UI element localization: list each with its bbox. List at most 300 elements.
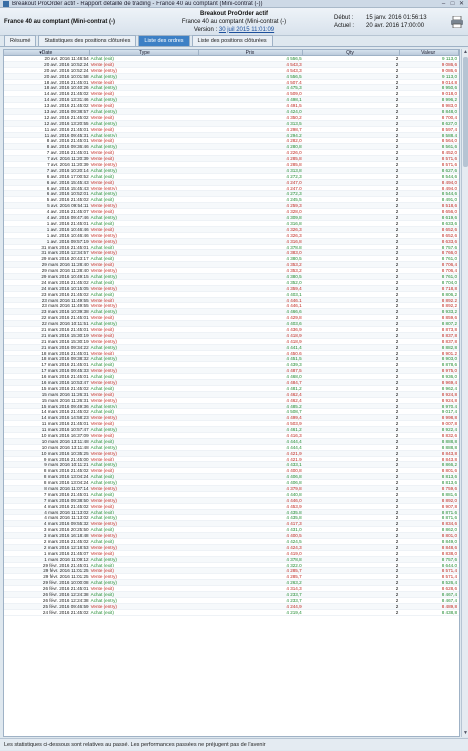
cell-qty: 2: [395, 362, 399, 368]
cell-valeur: 8 807,2: [441, 321, 458, 326]
cell-qty: 2: [395, 344, 399, 350]
cell-prix: 4 485,2: [286, 403, 302, 409]
cell-prix: 4 556,5: [286, 56, 302, 61]
disclaimer-footer: Les statistiques ci-dessous sont relatives au passé. Les performances passées ne préjugent pas de l'avenir: [0, 738, 468, 750]
cell-date: 6 avr. 2016 15:45:43: [46, 179, 89, 185]
cell-prix: 4 326,3: [286, 232, 302, 238]
debut-label: Début :: [334, 14, 354, 21]
cell-valeur: 8 518,6: [441, 203, 458, 209]
vertical-scrollbar[interactable]: [461, 49, 468, 737]
cell-date: 18 mars 2016 09:38:32: [41, 356, 89, 362]
tab-closed-positions-list[interactable]: Liste des positions clôturées: [192, 35, 273, 46]
cell-qty: 2: [395, 156, 399, 162]
cell-valeur: 9 014,8: [441, 79, 458, 85]
cell-prix: 4 263,2: [286, 580, 302, 586]
cell-type: Achat (entry): [90, 120, 117, 126]
cell-date: 10 mars 2016 16:37:09: [41, 433, 89, 438]
cell-qty: 2: [395, 326, 399, 332]
cell-qty: 2: [395, 568, 399, 574]
cell-prix: 4 309,8: [286, 215, 302, 220]
cell-qty: 2: [395, 474, 399, 480]
cell-qty: 2: [395, 203, 399, 209]
cell-date: 4 mars 2016 21:45:02: [43, 503, 89, 509]
cell-qty: 2: [395, 250, 399, 256]
cell-prix: 4 507,4: [286, 79, 302, 85]
cell-prix: 4 406,8: [286, 480, 302, 486]
cell-type: Achat (exit): [90, 256, 114, 262]
tab-orders-list[interactable]: Liste des ordres: [138, 35, 189, 46]
cell-qty: 2: [395, 167, 399, 173]
cell-prix: 4 282,0: [286, 138, 302, 144]
cell-qty: 2: [395, 433, 399, 438]
cell-qty: 2: [395, 297, 399, 303]
column-header-date[interactable]: ▾ Date: [4, 50, 90, 55]
cell-qty: 2: [395, 521, 399, 527]
cell-prix: 4 424,0: [286, 109, 302, 114]
cell-type: Vente (exit): [90, 550, 114, 556]
cell-date: 8 mars 2016 13:04:24: [43, 480, 89, 486]
cell-valeur: 8 652,6: [441, 226, 458, 232]
cell-valeur: 8 878,6: [441, 362, 458, 368]
cell-prix: 4 328,0: [286, 209, 302, 215]
cell-valeur: 9 017,4: [441, 409, 458, 415]
cell-type: Achat (exit): [90, 539, 114, 544]
cell-date: 15 mars 2016 11:26:31: [41, 397, 89, 403]
cell-valeur: 9 018,0: [441, 91, 458, 97]
cell-qty: 2: [395, 321, 399, 326]
cell-type: Vente (entry): [90, 203, 117, 209]
cell-prix: 4 313,8: [286, 167, 302, 173]
cell-valeur: 8 903,0: [441, 356, 458, 362]
cell-type: Vente (entry): [90, 603, 117, 609]
cell-type: Achat (exit): [90, 362, 114, 368]
cell-date: 2 mars 2016 12:18:53: [43, 544, 89, 550]
cell-date: 1 avr. 2016 10:46:46: [46, 226, 89, 232]
cell-date: 6 avr. 2016 10:52:01: [46, 191, 89, 197]
cell-valeur: 8 633,6: [441, 238, 458, 244]
cell-qty: 2: [395, 114, 399, 120]
cell-type: Achat (exit): [90, 527, 114, 533]
cell-valeur: 8 813,6: [441, 480, 458, 486]
cell-qty: 2: [395, 279, 399, 285]
cell-date: 31 mars 2016 12:34:57: [41, 250, 89, 256]
printer-icon[interactable]: [450, 16, 464, 28]
cell-valeur: 8 862,0: [441, 527, 458, 533]
cell-type: Achat (exit): [90, 438, 114, 444]
cell-prix: 4 353,2: [286, 262, 302, 268]
cell-valeur: 8 656,0: [441, 209, 458, 215]
cell-qty: 2: [395, 438, 399, 444]
cell-type: Achat (exit): [90, 409, 114, 415]
cell-valeur: 8 950,6: [441, 85, 458, 91]
cell-valeur: 8 571,6: [441, 162, 458, 167]
cell-qty: 2: [395, 209, 399, 215]
tab-closed-positions-stats[interactable]: Statistiques des positions clôturées: [38, 35, 136, 46]
cell-qty: 2: [395, 232, 399, 238]
cell-type: Vente (exit): [90, 568, 114, 574]
cell-valeur: 8 571,4: [441, 568, 458, 574]
cell-prix: 4 433,1: [286, 462, 302, 468]
cell-type: Achat (entry): [90, 109, 117, 114]
cell-date: 12 avr. 2016 21:45:02: [44, 114, 89, 120]
cell-prix: 4 379,8: [286, 486, 302, 491]
cell-prix: 4 424,5: [286, 539, 302, 544]
cell-date: 29 mars 2016 11:28:40: [41, 268, 89, 273]
cell-type: Achat (entry): [90, 462, 117, 468]
cell-date: 20 avr. 2016 10:52:24: [44, 61, 89, 67]
cell-qty: 2: [395, 197, 399, 203]
cell-type: Vente (entry): [90, 67, 117, 73]
strategy-name: Breakout ProOrder actif: [199, 10, 269, 17]
cell-qty: 2: [395, 586, 399, 592]
cell-type: Achat (entry): [90, 273, 117, 279]
cell-prix: 4 453,9: [286, 503, 302, 509]
cell-prix: 4 403,6: [286, 321, 302, 326]
cell-valeur: 8 871,6: [441, 515, 458, 521]
cell-date: 21 mars 2016 09:34:22: [41, 344, 89, 350]
cell-date: 24 févr. 2016 21:45:02: [42, 609, 89, 615]
strategy-instrument: France 40 au comptant (Mini-contrat (-): [181, 18, 287, 25]
cell-date: 4 mars 2016 09:55:32: [43, 521, 89, 527]
cell-type: Vente (entry): [90, 544, 117, 550]
cell-qty: 2: [395, 91, 399, 97]
cell-qty: 2: [395, 103, 399, 109]
cell-type: Achat (exit): [90, 220, 114, 226]
cell-valeur: 8 467,4: [441, 597, 458, 603]
cell-qty: 2: [395, 580, 399, 586]
cell-qty: 2: [395, 309, 399, 315]
cell-valeur: 8 933,2: [441, 309, 458, 315]
cell-type: Achat (entry): [90, 144, 117, 150]
cell-qty: 2: [395, 421, 399, 427]
cell-prix: 4 359,4: [286, 285, 302, 291]
cell-date: 7 avr. 2016 10:20:14: [46, 167, 89, 173]
cell-type: Vente (exit): [90, 315, 114, 321]
cell-qty: 2: [395, 574, 399, 580]
cell-type: Vente (exit): [90, 350, 114, 356]
cell-date: 11 avr. 2016 09:45:31: [44, 132, 89, 138]
cell-valeur: 8 888,8: [441, 438, 458, 444]
cell-date: 14 avr. 2016 21:45:02: [44, 91, 89, 97]
cell-type: Achat (entry): [90, 515, 117, 521]
cell-valeur: 8 801,0: [441, 533, 458, 539]
cell-qty: 2: [395, 603, 399, 609]
cell-date: 17 mars 2016 21:45:01: [41, 362, 89, 368]
cell-type: Vente (entry): [90, 497, 117, 503]
table-row[interactable]: [4, 610, 459, 616]
cell-valeur: 8 588,4: [441, 132, 458, 138]
cell-date: 8 mars 2016 21:45:02: [43, 468, 89, 474]
cell-date: 23 mars 2016 11:49:55: [41, 297, 89, 303]
cell-date: 10 mars 2016 13:11:48: [41, 444, 89, 450]
cell-qty: 2: [395, 550, 399, 556]
cell-type: Vente (exit): [90, 586, 114, 592]
cell-qty: 2: [395, 539, 399, 544]
cell-date: 17 mars 2016 09:45:33: [41, 368, 89, 374]
cell-valeur: 8 761,0: [441, 256, 458, 262]
cell-prix: 4 316,8: [286, 238, 302, 244]
cell-qty: 2: [395, 61, 399, 67]
cell-date: 29 févr. 2016 21:45:01: [42, 562, 89, 568]
cell-date: 1 avr. 2016 21:45:01: [46, 220, 89, 226]
cell-date: 21 mars 2016 21:45:01: [41, 326, 89, 332]
cell-type: Vente (exit): [90, 297, 114, 303]
cell-prix: 4 285,8: [286, 156, 302, 162]
cell-type: Vente (exit): [90, 103, 114, 109]
cell-qty: 2: [395, 120, 399, 126]
cell-date: 18 avr. 2016 10:40:26: [44, 85, 89, 91]
cell-prix: 4 280,8: [286, 144, 302, 150]
column-header-qty[interactable]: Qty: [303, 50, 401, 55]
cell-date: 8 avr. 2016 09:36:46: [46, 144, 89, 150]
cell-valeur: 8 561,6: [441, 144, 458, 150]
cell-type: Vente (entry): [90, 379, 117, 385]
cell-type: Achat (exit): [90, 279, 114, 285]
cell-valeur: 8 849,0: [441, 539, 458, 544]
column-header-type[interactable]: Type: [90, 50, 200, 55]
cell-prix: 4 543,3: [286, 61, 302, 67]
cell-qty: 2: [395, 291, 399, 297]
cell-qty: 2: [395, 126, 399, 132]
cell-valeur: 8 936,0: [441, 374, 458, 379]
cell-valeur: 8 832,6: [441, 433, 458, 438]
cell-type: Achat (entry): [90, 597, 117, 603]
orders-table: [3, 49, 460, 737]
cell-type: Vente (exit): [90, 79, 114, 85]
cell-prix: 4 435,8: [286, 509, 302, 515]
cell-type: Vente (entry): [90, 450, 117, 456]
cell-prix: 4 380,5: [286, 273, 302, 279]
cell-valeur: 8 489,8: [441, 603, 458, 609]
cell-valeur: 8 924,8: [441, 397, 458, 403]
cell-prix: 4 436,9: [286, 326, 302, 332]
cell-prix: 4 441,4: [286, 344, 302, 350]
cell-type: Vente (entry): [90, 521, 117, 527]
cell-valeur: 8 881,6: [441, 491, 458, 497]
cell-type: Vente (exit): [90, 61, 114, 67]
app-icon: [3, 1, 9, 7]
cell-valeur: 8 494,0: [441, 185, 458, 191]
cell-type: Vente (exit): [90, 150, 114, 156]
cell-type: Vente (exit): [90, 433, 114, 438]
cell-prix: 4 462,4: [286, 391, 302, 397]
cell-date: 7 mars 2016 09:38:50: [43, 497, 89, 503]
cell-qty: 2: [395, 150, 399, 156]
cell-valeur: 8 892,0: [441, 497, 458, 503]
cell-type: Achat (entry): [90, 321, 117, 326]
cell-date: 24 mars 2016 21:45:02: [41, 279, 89, 285]
cell-prix: 4 462,4: [286, 397, 302, 403]
cell-prix: 4 247,0: [286, 185, 302, 191]
cell-qty: 2: [395, 427, 399, 432]
cell-type: Vente (exit): [90, 179, 114, 185]
cell-type: Vente (entry): [90, 250, 117, 256]
cell-qty: 2: [395, 338, 399, 344]
cell-qty: 2: [395, 562, 399, 568]
cell-date: 5 avr. 2016 09:54:11: [47, 203, 89, 209]
cell-date: 29 févr. 2016 11:01:25: [43, 568, 89, 574]
cell-type: Achat (entry): [90, 556, 117, 562]
cell-valeur: 8 759,6: [441, 486, 458, 491]
cell-valeur: 8 834,6: [441, 521, 458, 527]
scroll-thumb[interactable]: [463, 57, 468, 167]
cell-prix: 4 424,3: [286, 544, 302, 550]
cell-qty: 2: [395, 456, 399, 462]
cell-valeur: 8 633,6: [441, 220, 458, 226]
cell-date: 4 mars 2016 11:13:02: [44, 515, 89, 521]
cell-valeur: 8 983,0: [441, 103, 458, 109]
cell-prix: 4 314,3: [286, 586, 302, 592]
cell-type: Vente (entry): [90, 268, 117, 273]
cell-qty: 2: [395, 162, 399, 167]
cell-date: 13 avr. 2016 21:45:02: [44, 103, 89, 109]
cell-qty: 2: [395, 238, 399, 244]
cell-date: 23 mars 2016 21:45:02: [41, 291, 89, 297]
cell-qty: 2: [395, 273, 399, 279]
cell-prix: 4 350,2: [286, 114, 302, 120]
cell-date: 18 mars 2016 21:45:01: [41, 350, 89, 356]
cell-qty: 2: [395, 556, 399, 562]
maximize-icon[interactable]: □: [450, 0, 455, 7]
cell-date: 11 mars 2016 21:45:01: [41, 421, 89, 427]
cell-type: Vente (entry): [90, 232, 117, 238]
cell-prix: 4 451,5: [286, 356, 302, 362]
cell-type: Achat (entry): [90, 132, 117, 138]
cell-qty: 2: [395, 315, 399, 321]
cell-prix: 4 378,8: [286, 244, 302, 250]
cell-valeur: 8 718,8: [441, 285, 458, 291]
cell-prix: 4 416,3: [286, 433, 302, 438]
cell-valeur: 8 924,8: [441, 391, 458, 397]
cell-type: Achat (exit): [90, 56, 114, 61]
cell-valeur: 8 871,6: [441, 509, 458, 515]
cell-date: 26 févr. 2016 12:24:38: [42, 592, 89, 597]
cell-valeur: 8 866,2: [441, 462, 458, 468]
cell-date: 29 mars 2016 20:43:17: [41, 256, 89, 262]
column-header-valeur[interactable]: Valeur: [400, 50, 459, 55]
cell-prix: 4 508,7: [286, 409, 302, 415]
cell-type: Vente (exit): [90, 156, 114, 162]
cell-type: Achat (entry): [90, 403, 117, 409]
cell-date: 16 mars 2016 21:45:01: [41, 374, 89, 379]
cell-date: 10 mars 2016 13:11:48: [41, 438, 89, 444]
cell-type: Vente (exit): [90, 421, 114, 427]
cell-valeur: 8 975,0: [441, 368, 458, 374]
report-header: [0, 8, 468, 36]
cell-qty: 2: [395, 244, 399, 250]
strategy-info: [134, 10, 334, 34]
cell-prix: 4 247,0: [286, 179, 302, 185]
cell-type: Achat (exit): [90, 291, 114, 297]
cell-valeur: 9 086,6: [441, 61, 458, 67]
cell-prix: 4 543,3: [286, 67, 302, 73]
cell-type: Vente (entry): [90, 415, 117, 421]
cell-prix: 4 233,7: [286, 597, 302, 603]
cell-prix: 4 418,9: [286, 332, 302, 338]
cell-qty: 2: [395, 144, 399, 150]
cell-prix: 4 450,6: [286, 350, 302, 356]
cell-date: 20 avr. 2016 10:52:24: [44, 67, 89, 73]
cell-qty: 2: [395, 544, 399, 550]
cell-valeur: 8 757,6: [441, 556, 458, 562]
cell-valeur: 8 761,0: [441, 273, 458, 279]
cell-date: 15 mars 2016 09:49:36: [41, 403, 89, 409]
cell-valeur: 8 996,2: [441, 97, 458, 103]
cell-type: Achat (entry): [90, 97, 117, 103]
cell-date: 7 mars 2016 21:45:01: [43, 491, 89, 497]
column-header-prix[interactable]: Prix: [199, 50, 303, 55]
cell-date: 20 avr. 2016 11:48:54: [44, 56, 89, 61]
cell-type: Vente (exit): [90, 503, 114, 509]
cell-valeur: 8 494,0: [441, 179, 458, 185]
close-icon[interactable]: ✕: [458, 0, 465, 7]
cell-type: Achat (entry): [90, 309, 117, 315]
cell-type: Vente (exit): [90, 332, 114, 338]
cell-type: Vente (exit): [90, 456, 114, 462]
cell-prix: 4 429,8: [286, 315, 302, 321]
cell-qty: 2: [395, 368, 399, 374]
cell-qty: 2: [395, 191, 399, 197]
cell-prix: 4 316,8: [286, 220, 302, 226]
cell-type: Achat (exit): [90, 562, 114, 568]
actuel-value: 20 avr. 2016 17:00:00: [366, 22, 425, 29]
cell-valeur: 8 882,8: [441, 344, 458, 350]
tab-resume[interactable]: Résumé: [4, 35, 36, 46]
cell-qty: 2: [395, 462, 399, 468]
cell-date: 9 mars 2016 21:45:00: [43, 456, 89, 462]
cell-date: 25 févr. 2016 09:46:59: [42, 603, 89, 609]
cell-date: 14 mars 2016 14:58:23: [41, 415, 89, 421]
tab-bar: [0, 36, 468, 47]
cell-qty: 2: [395, 444, 399, 450]
cell-date: 5 avr. 2016 21:45:02: [46, 197, 89, 203]
cell-qty: 2: [395, 480, 399, 486]
cell-qty: 2: [395, 73, 399, 79]
period-info: [334, 14, 444, 30]
cell-type: Achat (exit): [90, 609, 114, 615]
minimize-icon[interactable]: –: [441, 0, 446, 7]
scroll-up-icon[interactable]: ▲: [463, 49, 468, 55]
cell-type: Vente (entry): [90, 533, 117, 539]
cell-date: 8 avr. 2016 21:45:01: [46, 138, 89, 144]
cell-valeur: 8 907,8: [441, 503, 458, 509]
cell-type: Vente (exit): [90, 262, 114, 268]
cell-valeur: 8 452,0: [441, 150, 458, 156]
cell-type: Achat (entry): [90, 215, 117, 220]
cell-valeur: 8 922,4: [441, 427, 458, 432]
scroll-down-icon[interactable]: ▼: [463, 730, 468, 736]
cell-prix: 4 259,3: [286, 203, 302, 209]
cell-valeur: 8 848,0: [441, 109, 458, 114]
cell-valeur: 8 619,6: [441, 215, 458, 220]
cell-prix: 4 509,0: [286, 91, 302, 97]
cell-date: 8 mars 2016 11:07:14: [44, 486, 89, 491]
cell-type: Vente (exit): [90, 114, 114, 120]
cell-prix: 4 503,9: [286, 421, 302, 427]
cell-type: Vente (entry): [90, 185, 117, 191]
cell-prix: 4 400,5: [286, 533, 302, 539]
cell-valeur: 8 837,8: [441, 338, 458, 344]
cell-prix: 4 233,7: [286, 592, 302, 597]
cell-qty: 2: [395, 379, 399, 385]
cell-qty: 2: [395, 415, 399, 421]
cell-date: 14 mars 2016 21:45:02: [41, 409, 89, 415]
cell-date: 1 avr. 2016 10:46:46: [46, 232, 89, 238]
cell-date: 1 avr. 2016 09:57:19: [46, 238, 89, 244]
cell-valeur: 8 806,2: [441, 291, 458, 297]
cell-valeur: 8 652,6: [441, 232, 458, 238]
version-link[interactable]: 30 juil 2015 11:01:09: [218, 26, 275, 33]
